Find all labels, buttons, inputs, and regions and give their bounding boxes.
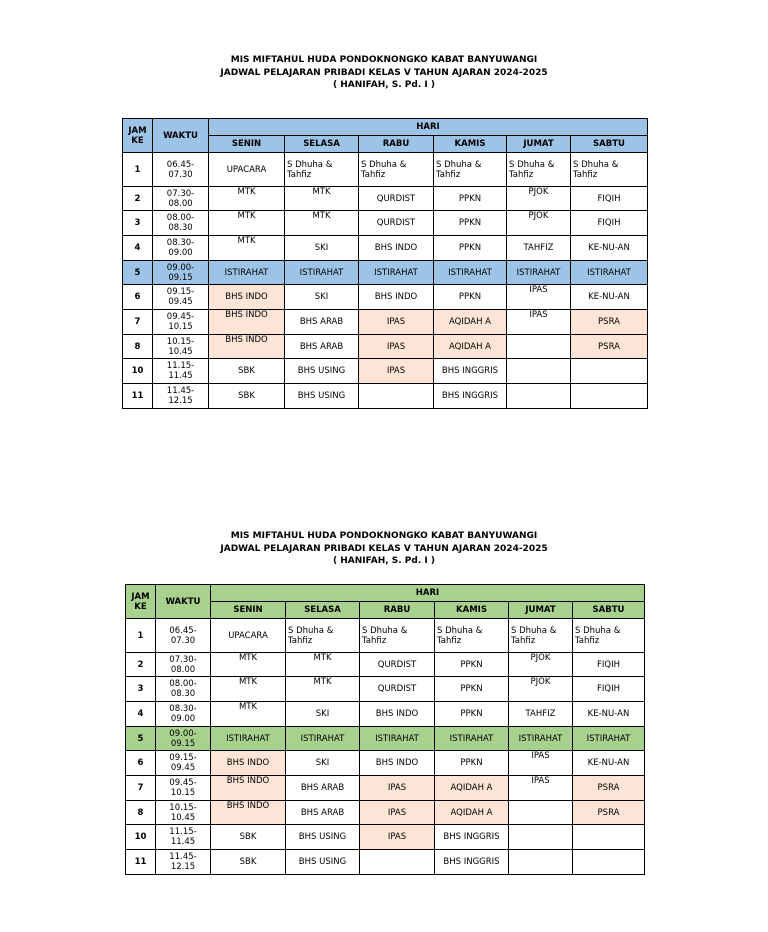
subject-cell: S Dhuha & Tahfiz <box>507 153 571 187</box>
jam-ke-cell: 3 <box>126 677 156 702</box>
subject-cell: UPACARA <box>209 153 285 187</box>
subject-cell: PPKN <box>434 236 507 261</box>
subject-cell: BHS INDO <box>211 776 286 801</box>
subject-cell: BHS INGGRIS <box>434 359 507 384</box>
subject-cell: ISTIRAHAT <box>286 727 360 751</box>
waktu-cell: 09.45-10.15 <box>156 776 211 801</box>
subject-cell: MTK <box>211 702 286 727</box>
subject-cell: BHS INGGRIS <box>434 384 507 409</box>
subject-cell: QURDIST <box>360 677 435 702</box>
subject-cell: ISTIRAHAT <box>434 261 507 285</box>
hari-header: HARI <box>211 585 645 602</box>
subject-cell: QURDIST <box>359 211 434 236</box>
waktu-cell: 07.30-08.00 <box>153 187 209 211</box>
subject-cell: PPKN <box>435 702 509 727</box>
subject-cell: IPAS <box>360 825 435 850</box>
subject-cell: MTK <box>211 653 286 677</box>
jam-ke-cell: 10 <box>126 825 156 850</box>
jam-ke-cell: 3 <box>123 211 153 236</box>
subject-cell: QURDIST <box>360 653 435 677</box>
subject-cell: BHS INDO <box>209 335 285 359</box>
schedule-header-2 <box>0 530 768 568</box>
waktu-cell: 11.45-12.15 <box>153 384 209 409</box>
subject-cell: ISTIRAHAT <box>509 727 573 751</box>
jam-ke-cell: 8 <box>123 335 153 359</box>
subject-cell: BHS INDO <box>209 285 285 310</box>
school-title: MIS MIFTAHUL HUDA PONDOKNONGKO KABAT BANYUWANGI <box>230 531 538 541</box>
subject-cell: BHS INDO <box>211 751 286 776</box>
waktu-cell: 10.15-10.45 <box>156 801 211 825</box>
subject-cell: FIQIH <box>573 653 645 677</box>
subject-cell: MTK <box>285 211 359 236</box>
subject-cell: BHS INDO <box>209 310 285 335</box>
jam-ke-cell: 7 <box>123 310 153 335</box>
subject-cell: AQIDAH A <box>435 776 509 801</box>
jam-label: JAM <box>131 591 150 602</box>
subject-cell: BHS INGGRIS <box>435 850 509 875</box>
subject-cell: PJOK <box>509 653 573 677</box>
subject-cell: BHS ARAB <box>286 801 360 825</box>
ke-label: KE <box>131 135 144 146</box>
day-header-sabtu: SABTU <box>571 136 648 153</box>
table-row <box>126 751 645 776</box>
waktu-cell: 08.30-09.00 <box>156 702 211 727</box>
subject-cell: IPAS <box>509 776 573 801</box>
waktu-cell: 09.15-09.45 <box>153 285 209 310</box>
table-row <box>126 619 645 653</box>
jam-ke-cell: 10 <box>123 359 153 384</box>
subject-cell: BHS INDO <box>211 801 286 825</box>
waktu-cell: 08.00-08.30 <box>153 211 209 236</box>
subject-cell: BHS ARAB <box>286 776 360 801</box>
day-header-sabtu: SABTU <box>573 602 645 619</box>
header-row <box>126 585 645 602</box>
subject-cell: IPAS <box>509 751 573 776</box>
waktu-cell: 11.45-12.15 <box>156 850 211 875</box>
subject-cell: IPAS <box>507 285 571 310</box>
day-header-kamis: KAMIS <box>435 602 509 619</box>
jam-ke-cell: 4 <box>126 702 156 727</box>
subject-cell: IPAS <box>359 335 434 359</box>
subject-cell: SKI <box>285 285 359 310</box>
subject-cell: MTK <box>286 653 360 677</box>
subject-cell: SBK <box>211 850 286 875</box>
table-row <box>126 776 645 801</box>
schedule-title: JADWAL PELAJARAN PRIBADI KELAS V TAHUN AJARAN 2024-2025 <box>220 543 548 554</box>
subject-cell: ISTIRAHAT <box>360 727 435 751</box>
subject-cell: KE-NU-AN <box>571 236 648 261</box>
subject-cell: BHS USING <box>286 850 360 875</box>
subject-cell: MTK <box>286 677 360 702</box>
subject-cell: PPKN <box>435 653 509 677</box>
day-header-kamis: KAMIS <box>434 136 507 153</box>
subject-cell: PPKN <box>435 751 509 776</box>
subject-cell: KE-NU-AN <box>571 285 648 310</box>
waktu-header: WAKTU <box>153 119 209 153</box>
subject-cell: PJOK <box>507 211 571 236</box>
subject-cell: MTK <box>285 187 359 211</box>
subject-cell: FIQIH <box>571 187 648 211</box>
subject-cell: IPAS <box>360 776 435 801</box>
subject-cell: IPAS <box>359 359 434 384</box>
jam-label: JAM <box>128 125 147 136</box>
subject-cell: BHS USING <box>285 359 359 384</box>
subject-cell: SKI <box>286 702 360 727</box>
teacher-name: ( HANIFAH, S. Pd. I ) <box>332 80 435 90</box>
subject-cell: SKI <box>285 236 359 261</box>
waktu-cell: 06.45-07.30 <box>153 153 209 187</box>
subject-cell: BHS INDO <box>359 285 434 310</box>
subject-cell: AQIDAH A <box>434 310 507 335</box>
subject-cell: PPKN <box>434 285 507 310</box>
jam-ke-cell: 2 <box>123 187 153 211</box>
subject-cell: S Dhuha & Tahfiz <box>435 619 509 653</box>
subject-cell: BHS ARAB <box>285 310 359 335</box>
subject-cell: SBK <box>211 825 286 850</box>
subject-cell: PPKN <box>435 677 509 702</box>
subject-cell: S Dhuha & Tahfiz <box>434 153 507 187</box>
subject-cell <box>573 825 645 850</box>
subject-cell: FIQIH <box>571 211 648 236</box>
subject-cell: PSRA <box>571 310 648 335</box>
subject-cell: S Dhuha & Tahfiz <box>573 619 645 653</box>
day-header-senin: SENIN <box>211 602 286 619</box>
subject-cell: BHS INDO <box>360 702 435 727</box>
subject-cell: PJOK <box>507 187 571 211</box>
subject-cell: BHS ARAB <box>285 335 359 359</box>
subject-cell: TAHFIZ <box>509 702 573 727</box>
subject-cell: SBK <box>209 359 285 384</box>
day-header-rabu: RABU <box>359 136 434 153</box>
subject-cell: S Dhuha & Tahfiz <box>286 619 360 653</box>
subject-cell: S Dhuha & Tahfiz <box>285 153 359 187</box>
subject-cell: IPAS <box>360 801 435 825</box>
subject-cell: IPAS <box>359 310 434 335</box>
table-row <box>126 702 645 727</box>
subject-cell: AQIDAH A <box>435 801 509 825</box>
day-header-selasa: SELASA <box>285 136 359 153</box>
waktu-cell: 07.30-08.00 <box>156 653 211 677</box>
subject-cell <box>509 850 573 875</box>
subject-cell: KE-NU-AN <box>573 751 645 776</box>
table-row <box>126 850 645 875</box>
day-header-senin: SENIN <box>209 136 285 153</box>
subject-cell <box>573 850 645 875</box>
subject-cell <box>509 801 573 825</box>
subject-cell: SBK <box>209 384 285 409</box>
waktu-header: WAKTU <box>156 585 211 619</box>
subject-cell: PSRA <box>573 801 645 825</box>
waktu-cell: 08.00-08.30 <box>156 677 211 702</box>
jam-ke-header <box>126 585 156 619</box>
subject-cell: ISTIRAHAT <box>571 261 648 285</box>
school-title: MIS MIFTAHUL HUDA PONDOKNONGKO KABAT BANYUWANGI <box>230 55 538 65</box>
waktu-cell: 11.15-11.45 <box>156 825 211 850</box>
subject-cell: MTK <box>209 187 285 211</box>
subject-cell: ISTIRAHAT <box>359 261 434 285</box>
subject-cell: IPAS <box>507 310 571 335</box>
waktu-cell: 11.15-11.45 <box>153 359 209 384</box>
subject-cell: AQIDAH A <box>434 335 507 359</box>
subject-cell: BHS USING <box>286 825 360 850</box>
waktu-cell: 10.15-10.45 <box>153 335 209 359</box>
jam-ke-cell: 2 <box>126 653 156 677</box>
subject-cell: MTK <box>209 236 285 261</box>
subject-cell <box>360 850 435 875</box>
day-header-jumat: JUMAT <box>507 136 571 153</box>
jam-ke-cell: 4 <box>123 236 153 261</box>
schedule-table-2 <box>125 584 645 875</box>
jam-ke-cell: 11 <box>123 384 153 409</box>
waktu-cell: 09.00-09.15 <box>153 261 209 285</box>
jam-ke-cell: 1 <box>123 153 153 187</box>
subject-cell: TAHFIZ <box>507 236 571 261</box>
subject-cell: PSRA <box>573 776 645 801</box>
subject-cell: BHS INDO <box>360 751 435 776</box>
jam-ke-cell: 6 <box>126 751 156 776</box>
table-row <box>126 825 645 850</box>
subject-cell: PPKN <box>434 187 507 211</box>
jam-ke-cell: 5 <box>126 727 156 751</box>
jam-ke-cell: 11 <box>126 850 156 875</box>
subject-cell: ISTIRAHAT <box>211 727 286 751</box>
waktu-cell: 09.45-10.15 <box>153 310 209 335</box>
day-header-jumat: JUMAT <box>509 602 573 619</box>
subject-cell: BHS USING <box>285 384 359 409</box>
waktu-cell: 08.30-09.00 <box>153 236 209 261</box>
jam-ke-cell: 8 <box>126 801 156 825</box>
subject-cell: ISTIRAHAT <box>209 261 285 285</box>
waktu-cell: 09.15-09.45 <box>156 751 211 776</box>
subject-cell: QURDIST <box>359 187 434 211</box>
subject-cell: BHS INGGRIS <box>435 825 509 850</box>
waktu-cell: 09.00-09.15 <box>156 727 211 751</box>
subject-cell: ISTIRAHAT <box>435 727 509 751</box>
jam-ke-cell: 1 <box>126 619 156 653</box>
subject-cell: SKI <box>286 751 360 776</box>
waktu-cell: 06.45-07.30 <box>156 619 211 653</box>
table-row <box>126 801 645 825</box>
subject-cell: ISTIRAHAT <box>507 261 571 285</box>
table-row <box>126 727 645 751</box>
subject-cell: MTK <box>211 677 286 702</box>
subject-cell: MTK <box>209 211 285 236</box>
day-header-rabu: RABU <box>360 602 435 619</box>
subject-cell: KE-NU-AN <box>573 702 645 727</box>
jam-ke-cell: 5 <box>123 261 153 285</box>
subject-cell: S Dhuha & Tahfiz <box>360 619 435 653</box>
subject-cell: PJOK <box>509 677 573 702</box>
subject-cell: ISTIRAHAT <box>573 727 645 751</box>
subject-cell: UPACARA <box>211 619 286 653</box>
jam-ke-cell: 6 <box>123 285 153 310</box>
subject-cell: PSRA <box>571 335 648 359</box>
subject-cell <box>509 825 573 850</box>
subject-cell: S Dhuha & Tahfiz <box>509 619 573 653</box>
subject-cell: S Dhuha & Tahfiz <box>359 153 434 187</box>
subject-cell: FIQIH <box>573 677 645 702</box>
teacher-name: ( HANIFAH, S. Pd. I ) <box>332 556 435 566</box>
jam-ke-cell: 7 <box>126 776 156 801</box>
table-row <box>126 677 645 702</box>
subject-cell: PPKN <box>434 211 507 236</box>
subject-cell: ISTIRAHAT <box>285 261 359 285</box>
table-row <box>126 653 645 677</box>
subject-cell: BHS INDO <box>359 236 434 261</box>
ke-label: KE <box>134 601 147 612</box>
hari-header: HARI <box>209 119 648 136</box>
schedule-title: JADWAL PELAJARAN PRIBADI KELAS V TAHUN AJARAN 2024-2025 <box>220 67 548 78</box>
day-header-selasa: SELASA <box>286 602 360 619</box>
subject-cell: S Dhuha & Tahfiz <box>571 153 648 187</box>
